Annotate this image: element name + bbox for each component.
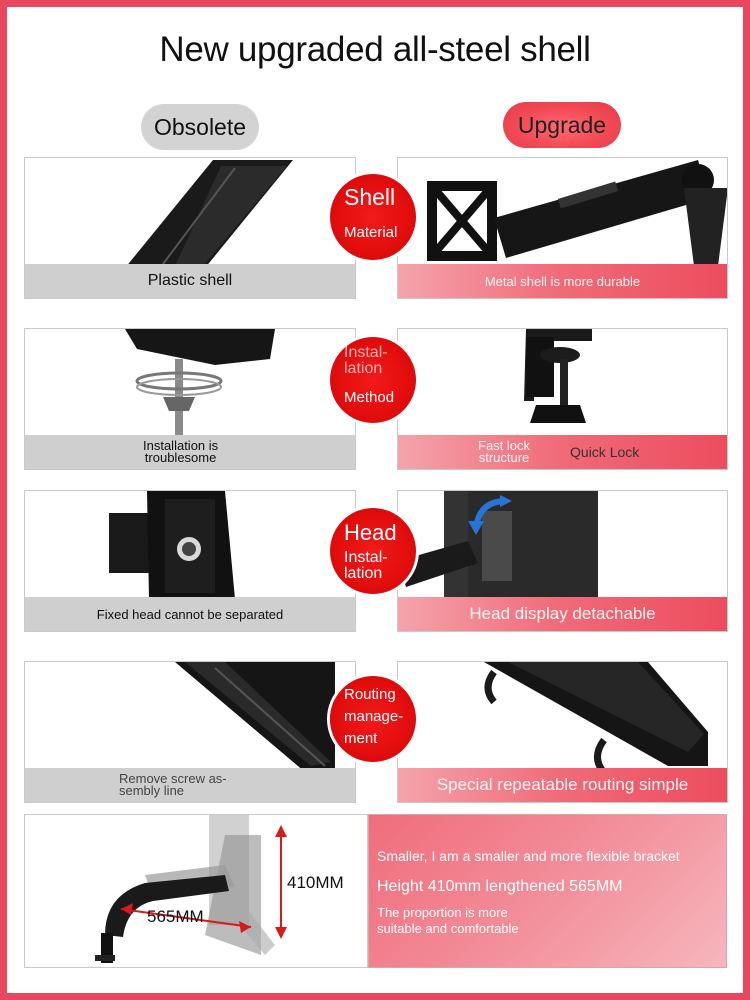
fast-lock-text: Fast lock structure (478, 438, 531, 465)
installation-old-panel (24, 328, 356, 470)
plastic-arm-image (25, 158, 356, 268)
metal-arm-image (398, 158, 728, 268)
fixed-head-panel (24, 490, 356, 632)
summary-line-2: Height 410mm lengthened 565MM (377, 878, 623, 895)
detachable-head-image (398, 491, 728, 601)
quick-clamp-image (398, 329, 728, 439)
length-label: 565MM (147, 907, 204, 926)
badge-title: Shell (344, 184, 396, 210)
quick-lock-text: Quick Lock (570, 444, 640, 460)
right-caption: Special repeatable routing simple (398, 768, 727, 802)
shell-material-badge (330, 174, 416, 260)
badge-subtitle: Instal- lation (344, 549, 388, 582)
right-caption: Head display detachable (398, 597, 727, 631)
badge-subtitle: Method (344, 389, 395, 406)
height-label: 410MM (287, 873, 344, 892)
upgrade-label: Upgrade (503, 102, 621, 148)
summary-line-3: The proportion is more suitable and comfortable (377, 905, 519, 936)
badge-title: Head (344, 520, 397, 545)
fixed-head-image (25, 491, 356, 601)
badge-title: Instal- lation (344, 344, 388, 377)
metal-shell-panel (397, 157, 728, 299)
left-caption: Fixed head cannot be separated (25, 597, 355, 631)
plastic-shell-panel (24, 157, 356, 299)
summary-line-1: Smaller, I am a smaller and more flexible bracket (377, 848, 680, 864)
right-caption: Metal shell is more durable (398, 264, 727, 298)
new-routing-panel (397, 661, 728, 803)
page-title: New upgraded all-steel shell (159, 30, 591, 69)
detachable-head-panel (397, 490, 728, 632)
old-routing-panel (24, 661, 356, 803)
badge-title: Routing manage- ment (344, 686, 404, 747)
quick-lock-panel (397, 328, 728, 470)
left-caption: Plastic shell (25, 264, 355, 298)
routing-management-badge (330, 676, 416, 762)
badge-subtitle: Material (344, 224, 398, 241)
installation-method-badge (330, 337, 416, 423)
old-routing-image (25, 662, 356, 772)
summary-panel (368, 814, 727, 968)
left-caption: Remove screw as- sembly line (25, 768, 355, 802)
left-caption: Installation is troublesome (25, 435, 355, 469)
head-installation-badge (330, 508, 416, 594)
old-clamp-image (25, 329, 356, 439)
dimension-panel (24, 814, 368, 968)
obsolete-label: Obsolete (141, 104, 259, 150)
right-caption (398, 435, 727, 469)
new-routing-image (398, 662, 728, 772)
